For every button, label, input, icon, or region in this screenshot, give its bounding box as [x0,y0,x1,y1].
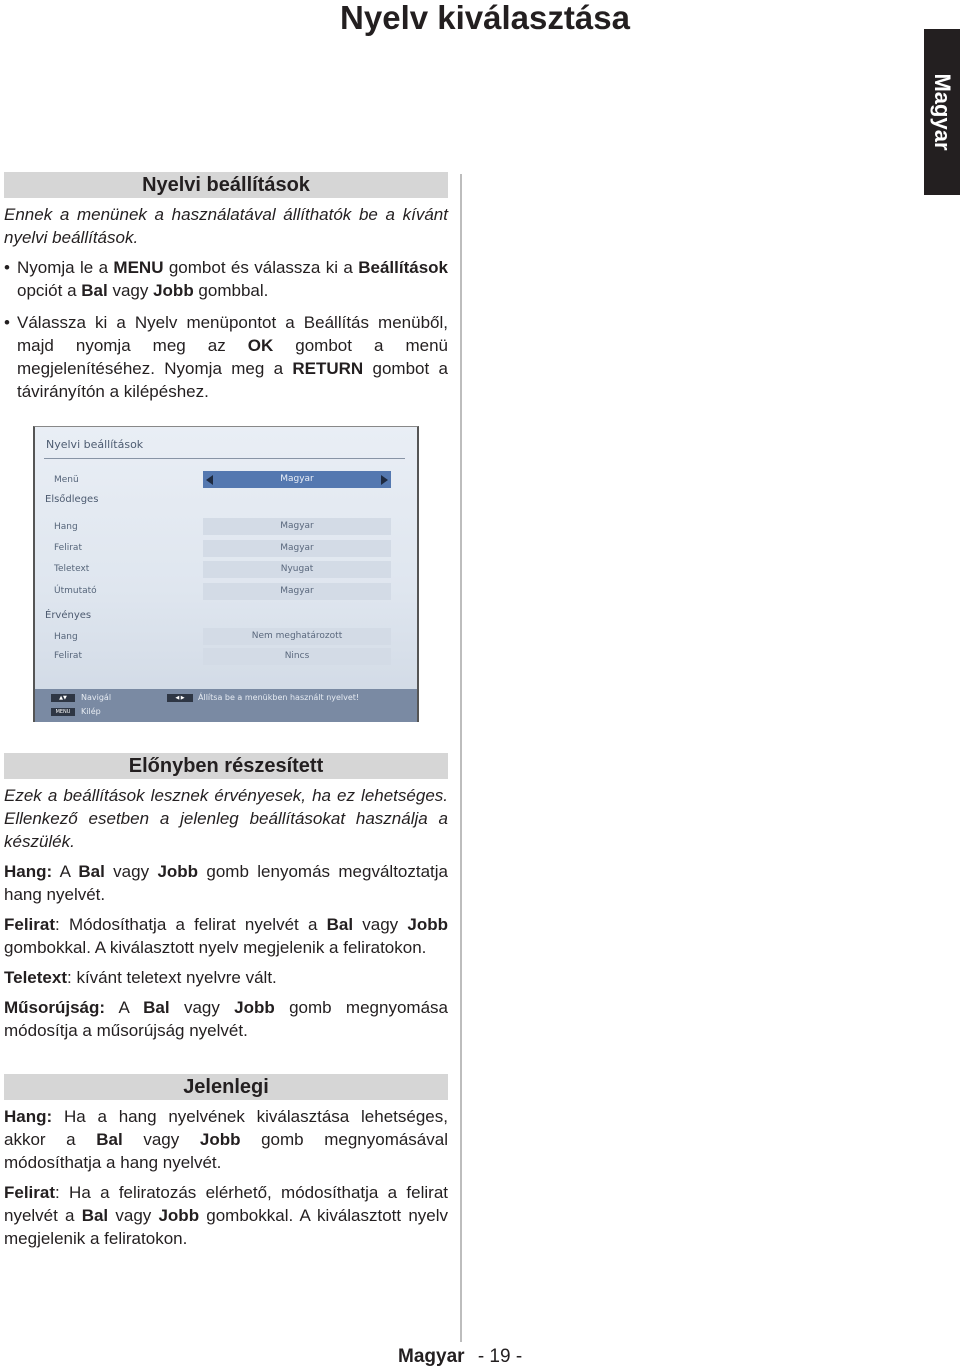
primary-audio-value[interactable]: Magyar [203,518,391,535]
footer-language: Magyar [398,1346,465,1367]
section-nyelvi [4,172,448,403]
screen-title-rule [44,458,405,459]
current-subtitle-text: Felirat: Ha a feliratozás elérhető, módosíthatja a felirat nyelvét a Bal vagy Jobb gombokkal. A kiválasztott nyelv megjelenik a feliratokon. [4,1183,449,1248]
current-audio-value: Nem meghatározott [203,628,391,645]
footer-hint: Állítsa be a menükben használt nyelvet! [198,693,360,702]
menu-key-icon: MENU [51,708,75,716]
primary-guide-label: Útmutató [54,586,97,596]
bullet-language: • Válassza ki a Nyelv menüpontot a Beállítás menüből, majd nyomja meg az OK gombot a menü megjelenítéséhez. Nyomja meg a RETURN gombot a távirányítón a kilépéshez. [4,313,448,401]
right-arrow-icon[interactable] [381,475,388,485]
pref-audio-text: Hang: A Bal vagy Jobb gomb lenyomás megváltoztatja hang nyelvét. [4,862,448,904]
nyelvi-intro: Ennek a menünek a használatával állíthatók be a kívánt nyelvi beállítások. [4,205,448,247]
column-divider [460,174,462,1342]
up-down-icon: ▲▼ [51,694,75,702]
menu-language-selector[interactable] [203,471,391,488]
section-jelenlegi [4,1074,448,1250]
section-elonyben [4,753,448,1042]
primary-teletext-label: Teletext [54,564,90,574]
pref-teletext-text: Teletext: kívánt teletext nyelvre vált. [4,968,277,987]
current-audio-text: Hang: Ha a hang nyelvének kiválasztása lehetséges, akkor a Bal vagy Jobb gomb megnyomásával módosíthatja a hang nyelvét. [4,1107,448,1172]
footer-navigate: Navigál [81,693,112,702]
current-subtitle-label: Felirat [54,651,82,661]
primary-audio-label: Hang [54,522,78,532]
screen-footer [35,689,417,722]
primary-subtitle-label: Felirat [54,543,82,553]
elonyben-intro: Ezek a beállítások lesznek érvényesek, ha ez lehetséges. Ellenkező esetben a jelenleg beállításokat használja a készülék. [4,786,448,851]
menu-language-value: Magyar [280,474,314,484]
primary-subtitle-value[interactable]: Magyar [203,540,391,557]
section-heading-nyelvi: Nyelvi beállítások [4,172,448,198]
menu-label: Menü [54,475,79,485]
language-side-tab [924,29,960,195]
primary-guide-value[interactable]: Magyar [203,583,391,600]
section-heading-elonyben: Előnyben részesített [4,753,448,779]
primary-group-label: Elsődleges [45,494,99,505]
page-title: Nyelv kiválasztása [340,0,630,36]
current-audio-label: Hang [54,632,78,642]
footer-exit: Kilép [81,707,101,716]
current-group-label: Érvényes [45,610,92,621]
tv-menu-screenshot [33,426,419,722]
pref-epg-text: Műsorújság: A Bal vagy Jobb gomb megnyomása módosítja a műsorújság nyelvét. [4,998,448,1040]
screen-title: Nyelvi beállítások [46,438,144,451]
left-right-icon: ◀ ▶ [167,694,193,702]
section-heading-jelenlegi: Jelenlegi [4,1074,448,1100]
left-arrow-icon[interactable] [206,475,213,485]
page-number: - 19 - [477,1346,523,1367]
current-subtitle-value: Nincs [203,648,391,665]
primary-teletext-value[interactable]: Nyugat [203,561,391,578]
pref-subtitle-text: Felirat: Módosíthatja a felirat nyelvét a Bal vagy Jobb gombokkal. A kiválasztott nyelv megjelenik a feliratokon. [4,915,448,957]
side-tab-label: Magyar [930,73,955,151]
bullet-menu: • Nyomja le a MENU gombot és válassza ki a Beállítások opciót a Bal vagy Jobb gombbal. [4,258,448,300]
page-footer [398,1346,522,1368]
